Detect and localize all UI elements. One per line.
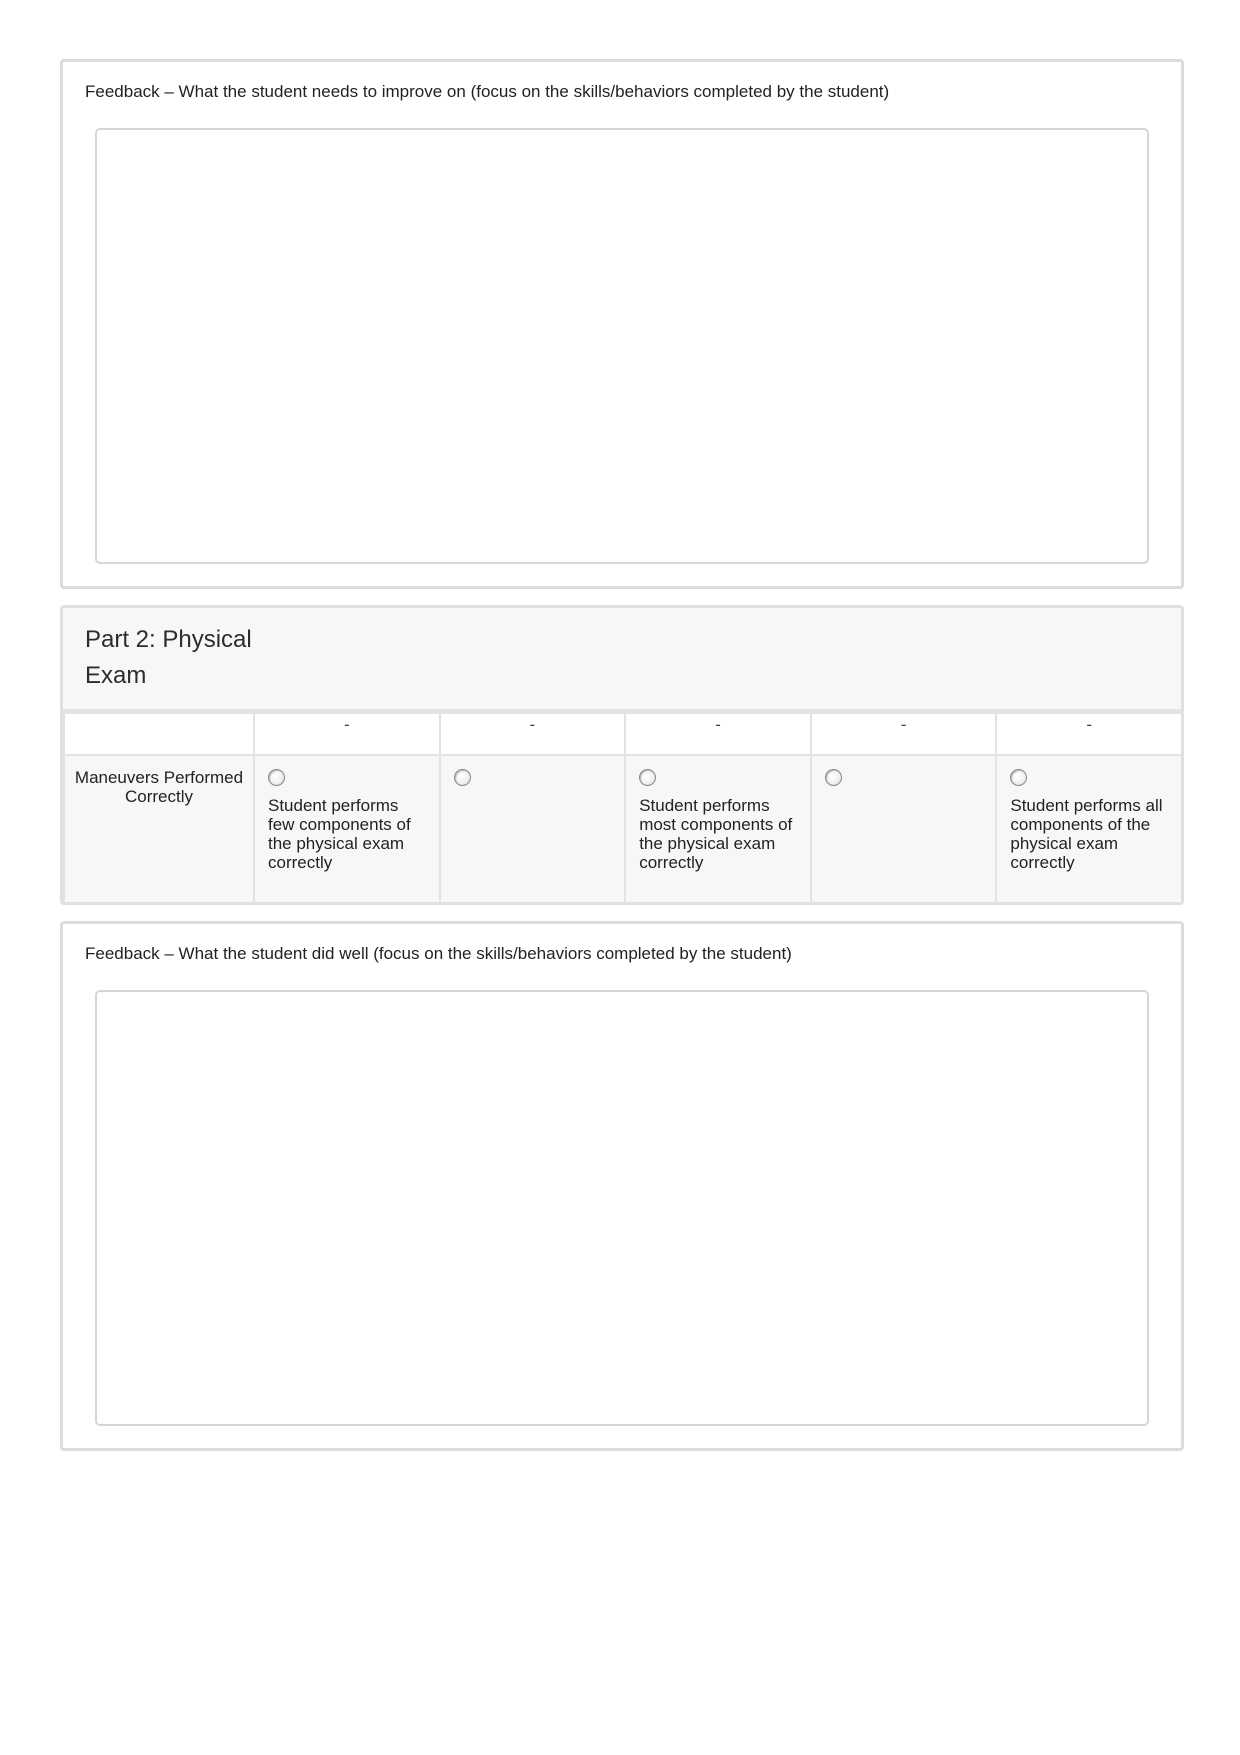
radio-option-2[interactable]: [454, 769, 471, 786]
grid-column-header: -: [625, 713, 811, 755]
grid-column-header: -: [254, 713, 440, 755]
rating-cell-1[interactable]: [254, 755, 440, 905]
radio-option-5[interactable]: [1010, 769, 1027, 786]
grid-header-empty: [64, 713, 254, 755]
rating-cell-3[interactable]: [625, 755, 811, 905]
option-description: Student performs few components of the physical exam correctly: [268, 796, 411, 872]
grid-column-header: -: [996, 713, 1182, 755]
feedback-well-panel: [60, 921, 1184, 1451]
rating-cell-2[interactable]: [440, 755, 626, 905]
part2-panel: [60, 605, 1184, 905]
radio-option-1[interactable]: [268, 769, 285, 786]
rating-cell-5[interactable]: [996, 755, 1182, 905]
part2-header: [63, 608, 1181, 712]
rating-cell-4[interactable]: [811, 755, 997, 905]
part2-title: Part 2: Physical Exam: [85, 626, 252, 689]
feedback-well-textarea[interactable]: [95, 990, 1149, 1426]
feedback-improve-textarea[interactable]: [95, 128, 1149, 564]
grid-column-header: -: [440, 713, 626, 755]
feedback-improve-panel: [60, 59, 1184, 589]
feedback-improve-label: Feedback – What the student needs to improve on (focus on the skills/behaviors completed by the student): [85, 82, 890, 101]
grid-row-maneuvers: [64, 755, 1182, 905]
feedback-well-label: Feedback – What the student did well (focus on the skills/behaviors completed by the student): [85, 944, 792, 963]
grid-column-header: -: [811, 713, 997, 755]
row-label: Maneuvers Performed Correctly: [64, 755, 254, 905]
grid-header-row: [64, 713, 1182, 755]
radio-option-3[interactable]: [639, 769, 656, 786]
radio-option-4[interactable]: [825, 769, 842, 786]
rating-grid: [63, 712, 1183, 905]
option-description: Student performs all components of the physical exam correctly: [1010, 796, 1163, 872]
option-description: Student performs most components of the physical exam correctly: [639, 796, 793, 872]
